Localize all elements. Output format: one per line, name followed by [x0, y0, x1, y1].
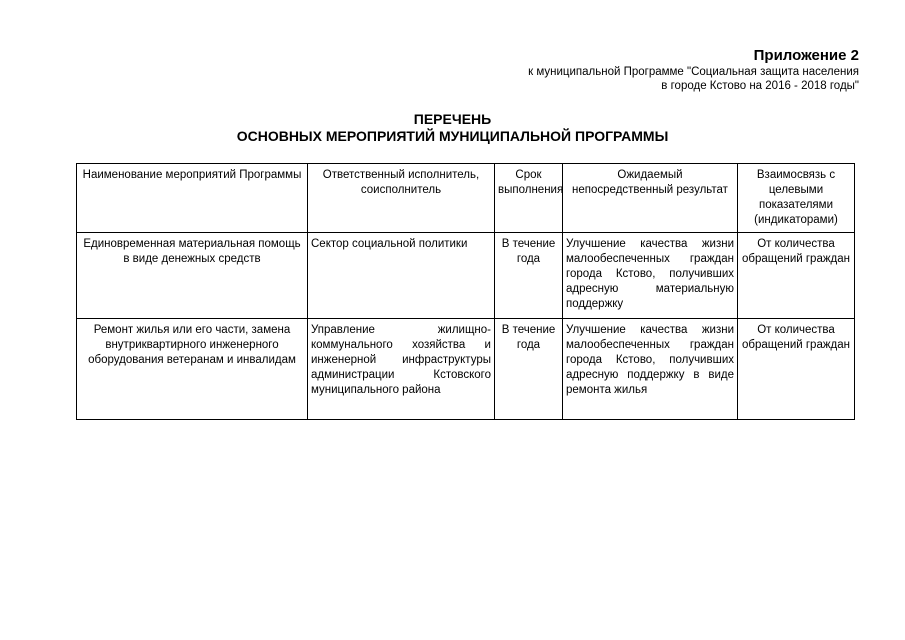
header-expected-result: Ожидаемый непосредственный результат [563, 164, 738, 233]
cell-indicator-link: От количества обращений граждан [738, 319, 855, 420]
table-row [77, 319, 855, 420]
header-event-name: Наименование мероприятий Программы [77, 164, 308, 233]
table-header-row [77, 164, 855, 233]
cell-expected-result: Улучшение качества жизни малообеспеченных граждан города Кстово, получивших адресную поддержку в виде ремонта жилья [563, 319, 738, 420]
appendix-subtitle-line-1: к муниципальной Программе "Социальная защита населения [528, 66, 859, 78]
document-title [0, 111, 905, 145]
cell-term: В течение года [495, 233, 563, 319]
cell-expected-result: Улучшение качества жизни малообеспеченных граждан города Кстово, получивших адресную материальную поддержку [563, 233, 738, 319]
table-row [77, 233, 855, 319]
header-indicator-link: Взаимосвязь с целевыми показателями (индикаторами) [738, 164, 855, 233]
document-title-line-1: ПЕРЕЧЕНЬ [413, 111, 492, 127]
appendix-title: Приложение 2 [753, 47, 859, 64]
document-title-line-2: ОСНОВНЫХ МЕРОПРИЯТИЙ МУНИЦИПАЛЬНОЙ ПРОГРАММЫ [236, 128, 669, 144]
cell-executor: Сектор социальной политики [308, 233, 495, 319]
cell-term: В течение года [495, 319, 563, 420]
events-table [76, 163, 855, 420]
header-term: Срок выполнения [495, 164, 563, 233]
cell-indicator-link: От количества обращений граждан [738, 233, 855, 319]
cell-event-name: Ремонт жилья или его части, замена внутриквартирного инженерного оборудования ветеранам и инвалидам [77, 319, 308, 420]
header-executor: Ответственный исполнитель, соисполнитель [308, 164, 495, 233]
appendix-subtitle-line-2: в городе Кстово на 2016 - 2018 годы" [661, 80, 859, 92]
cell-executor: Управление жилищно-коммунального хозяйства и инженерной инфраструктуры администрации Кстовского муниципального района [308, 319, 495, 420]
appendix-header [528, 47, 859, 93]
cell-event-name: Единовременная материальная помощь в виде денежных средств [77, 233, 308, 319]
